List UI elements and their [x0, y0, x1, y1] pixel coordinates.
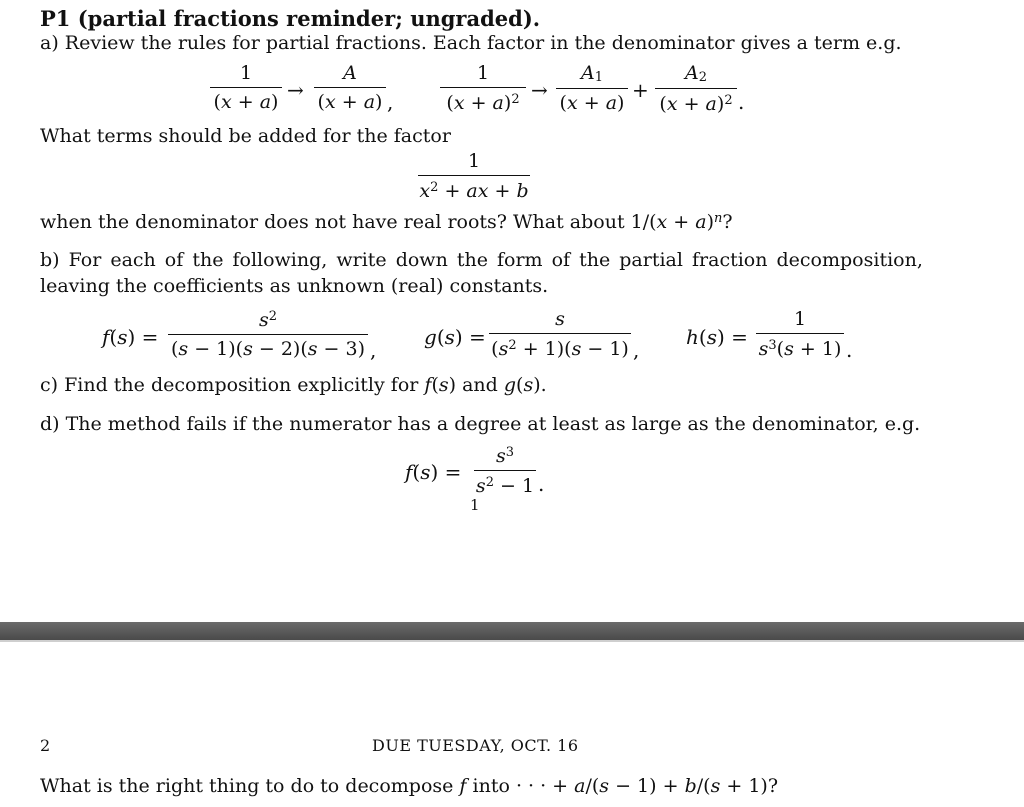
- arrow-icon: →: [531, 78, 548, 102]
- rule1-left-fraction: 1 (x + a): [210, 64, 282, 112]
- d-f-of-s-label: f(s) =: [405, 460, 462, 484]
- page2-question-f: f: [459, 775, 467, 797]
- part-b-line1: b) For each of the following, write down the form of the partial fraction decomposition,: [40, 249, 923, 271]
- part-a-followup-text: when the denominator does not have real roots? What about: [40, 211, 631, 233]
- part-b-line2: leaving the coefficients as unknown (real) constants.: [40, 275, 549, 297]
- page2-question: What is the right thing to do to decompose f into · · · + a/(s − 1) + b/(s + 1)?: [40, 775, 779, 797]
- due-date-header: DUE TUESDAY, OCT. 16: [372, 736, 579, 755]
- part-a-question: What terms should be added for the factor: [40, 125, 451, 147]
- rule2-left-fraction: 1 $(x + a)^2$: [440, 64, 526, 113]
- h-fraction: 1 $s^3(s + 1)$: [756, 310, 844, 359]
- page-divider: [0, 622, 1024, 640]
- rule2-term1-fraction: $A_1$ (x + a): [556, 64, 628, 113]
- period: .: [738, 90, 745, 114]
- g-of-s-label: g(s) =: [424, 325, 486, 349]
- plus-sign: +: [632, 78, 649, 102]
- page-number-2: 2: [40, 736, 51, 755]
- part-d: d) The method fails if the numerator has a degree at least as large as the denominator, e.g.: [40, 413, 921, 435]
- part-c-suffix: .: [540, 374, 547, 396]
- rule2-term2-fraction: $A_2$ $(x + a)^2$: [655, 64, 737, 114]
- quadratic-factor-fraction: 1 $x^2$ + ax + b: [419, 150, 529, 202]
- arrow-icon: →: [287, 78, 304, 102]
- part-a-followup: when the denominator does not have real roots? What about $1/(x + a)^n$?: [40, 211, 733, 233]
- f-fraction: $s^2$ (s − 1)(s − 2)(s − 3): [168, 310, 368, 359]
- page-divider-shadow: [0, 640, 1024, 642]
- period: .: [538, 472, 545, 496]
- rule1-right-fraction: A (x + a): [314, 64, 386, 112]
- problem-title: P1 (partial fractions reminder; ungraded).: [40, 6, 541, 31]
- h-of-s-label: h(s) =: [686, 325, 748, 349]
- part-c: c) Find the decomposition explicitly for f(s) and g(s).: [40, 374, 547, 396]
- page2-question-prefix: What is the right thing to do to decompose: [40, 775, 460, 797]
- page2-question-into: into: [466, 775, 516, 797]
- part-c-and: and: [456, 374, 504, 396]
- period: .: [846, 338, 853, 362]
- page-number: 1: [470, 496, 480, 514]
- comma: ,: [633, 338, 640, 362]
- d-fraction: $s^3$ $s^2 - 1$: [475, 445, 535, 497]
- part-c-prefix: c) Find the decomposition explicitly for: [40, 374, 425, 396]
- comma: ,: [387, 90, 394, 114]
- comma: ,: [370, 338, 377, 362]
- f-of-s-label: f(s) =: [102, 325, 159, 349]
- g-fraction: s $(s^2 + 1)(s - 1)$: [489, 310, 631, 359]
- part-a-intro: a) Review the rules for partial fractions. Each factor in the denominator gives a term e.g.: [40, 32, 902, 54]
